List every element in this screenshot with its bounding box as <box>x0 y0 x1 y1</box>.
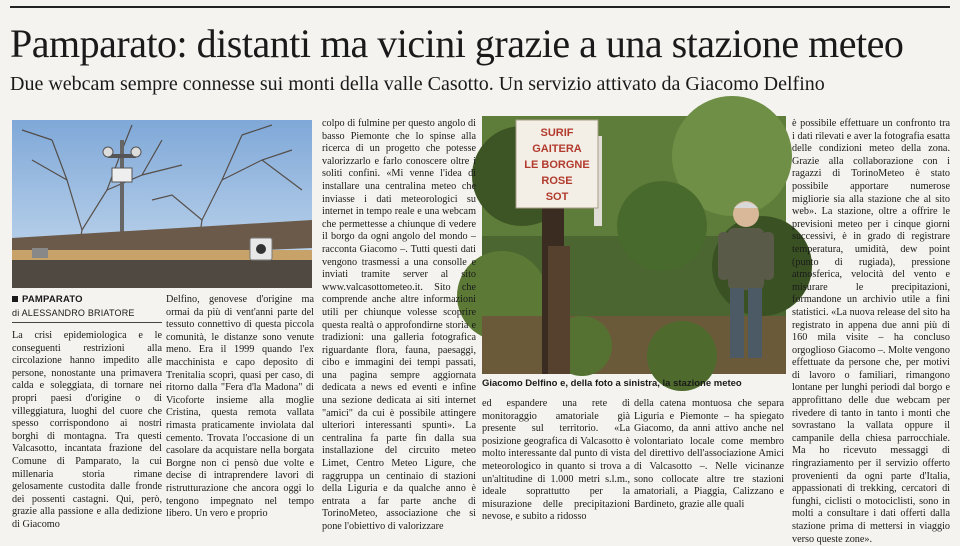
man-with-sign-illustration <box>482 116 786 374</box>
headline: Pamparato: distanti ma vicini grazie a una stazione meteo <box>10 21 904 66</box>
photo-caption: Giacomo Delfino e, della foto a sinistra, la stazione meteo <box>482 378 742 389</box>
article-column: ed espandere una rete di monitoraggio amatoriale già presente sul territorio. «La posizione geografica di Valcasotto è molto interessante dal punto di vista meteorologico in quanto si trova a un'altitudine di 1.000 metri s.l.m., ideale soprattutto per la misurazione delle precipitazioni nevose, e subito a ridosso <box>482 398 630 523</box>
sign-line: LE BORGNE <box>524 159 590 171</box>
weather-station-photo <box>12 120 312 288</box>
giacomo-delfino-photo <box>482 116 786 374</box>
article-column: della catena montuosa che separa Liguria e Piemonte – ha spiegato Giacomo, da anni attivo anche nel volontariato locale come membro del direttivo dell'associazione Amici di Valcasotto –. Nelle vicinanze sono collocate altre tre stazioni amatoriali, a Piaggia, Calizzano e Bardineto, grazie alle quali <box>634 398 784 510</box>
byline <box>12 294 162 323</box>
square-bullet-icon <box>12 296 18 302</box>
article-column: colpo di fulmine per questo angolo di basso Piemonte che lo spinse alla ricerca di un progetto che potesse valorizzarlo e farlo conoscere oltre i soliti confini. «Mi venne l'idea di installare una centralina meteo che inviasse i dati meteorologici su internet in tempo reale e una webcam che permettesse a chiunque di vedere il borgo da ogni angolo del mondo – racconta Giacomo –. Tutti questi dati vengono trasmessi a una consolle e inviati tramite server al sito www.valcasottometeo.it. Sito che comprende anche altre informazioni utili per chiunque volesse scoprire questa realtà o approfondirne storia e tradizioni: una galleria fotografica riguardante flora, fauna, paesaggi, cibo e immagini dei tempi passati, una pagina sempre aggiornata dedicata a news ed eventi e infine una sezione dedicata ai siti internet "amici" da cui è possibile attingere ulteriori interessanti spunti». La centralina fa parte fin dalla sua installazione del circuito meteo Limet, Centro Meteo Ligure, che raggruppa un centinaio di stazioni della Liguria e da qualche anno è entrata a far parte anche di TorinoMeteo, associazione che si pone l'obiettivo di valorizzare <box>322 118 476 532</box>
weather-station-illustration <box>12 120 312 288</box>
sign-line: GAITERA <box>532 143 582 155</box>
section-name: PAMPARATO <box>22 294 83 305</box>
sign-line: ROSE <box>541 175 573 187</box>
sign-line: SURIF <box>540 127 574 139</box>
article-column: è possibile effettuare un confronto tra i dati rilevati e aver la fotografia esatta delle condizioni meteo della zona. Grazie alla collaborazione con i ragazzi di TorinoMeteo è stato possibile apportare numerose migliorie sia alla stazione che al sito web». La stazione, oltre a offrire le previsioni meteo per i cinque giorni successivi, è in grado di registrare temperatura, umidità, dew point (punto di rugiada), pressione atmosferica, velocità del vento e misurare le precipitazioni, formandone un archivio utile a fini statistici. «La nuova release del sito ha registrato in appena due anni più di 160 mila visite – ha concluso orgoglioso Giacomo –. Molte vengono effettuate da persone che, per motivi di lavoro o familiari, rimangono lontane per lunghi periodi dal borgo e approfittano delle due webcam per rivedere di tanto in tanto i monti che sovrastano la vallata oppure il campanile della chiesa parrocchiale. Ma ho ricevuto messaggi di ringraziamento per il servizio offerto provenienti da ogni parte d'Italia, appassionati di trekking, cercatori di funghi, ciclisti o motociclisti, sono in molti a consultare i dati offerti dalla stazione prima di mettersi in viaggio verso queste zone». <box>792 118 950 545</box>
section-label <box>12 294 162 305</box>
byline-rule <box>12 322 162 323</box>
article-column: La crisi epidemiologica e le conseguenti restrizioni alla circolazione hanno impedito alle persone, nonostante una primavera calda e soleggiata, di tornare nei propri paesi d'origine o di villeggiatura, luoghi del cuore che spesso corrispondono ai nostri borghi di montagna. Tra questi Valcasotto, incantata frazione del Comune di Pamparato, la cui millenaria storia rimane gelosamente custodita dalle fronde dei possenti castagni. Qui, però, grazie alla passione e alla dedizione di Giacomo <box>12 330 162 530</box>
top-rule <box>10 6 950 8</box>
article-column: Delfino, genovese d'origine ma ormai da più di vent'anni parte del tessuto connettivo di questa piccola comunità, le distanze sono venute meno. Era il 1999 quando l'ex macchinista e capo deposito di Trenitalia scoprì, quasi per caso, di ritorno dalla "Fera d'la Madona" di Vicoforte insieme alla moglie Cristina, questa remota vallata rimasta praticamente inviolata dal cemento. Trovata l'occasione di un casolare da acquistare nella borgata Borgne non ci pensò due volte e decise di intraprendere lavori di ristrutturazione che ancora oggi lo tengono impegnato nel tempo libero. Un vero e proprio <box>166 294 314 520</box>
sign-line: SOT <box>545 191 569 203</box>
subtitle: Due webcam sempre connesse sui monti della valle Casotto. Un servizio attivato da Giacomo Delfino <box>10 73 825 95</box>
author: di ALESSANDRO BRIATORE <box>12 308 135 318</box>
